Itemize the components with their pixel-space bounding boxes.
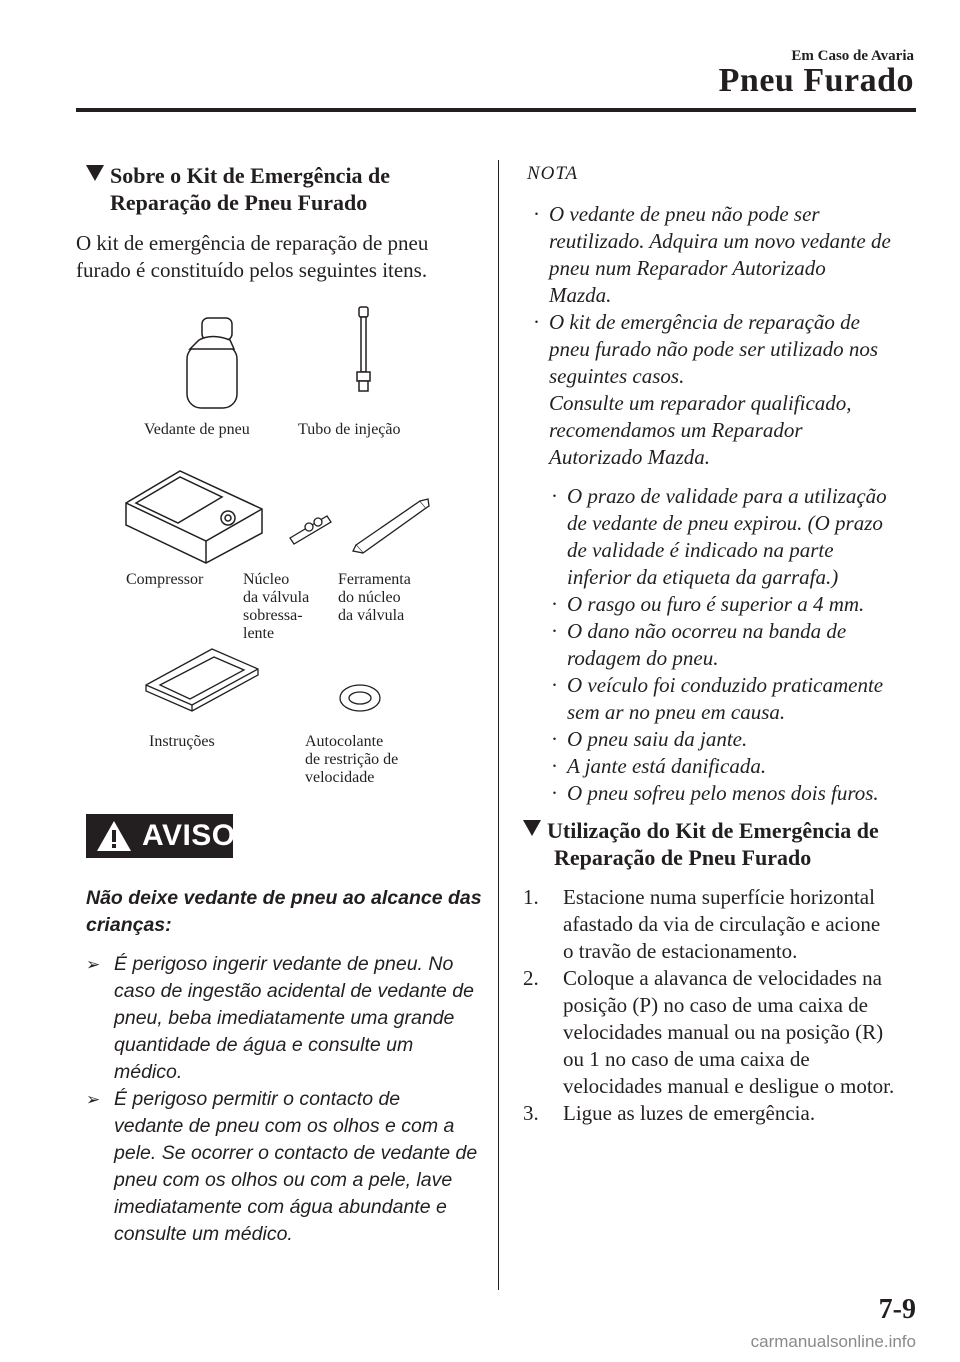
header-rule	[76, 108, 916, 112]
caption-tube: Tubo de injeção	[298, 421, 401, 438]
note-bullets	[523, 201, 923, 471]
caption-valve-core: Núcleo da válvula sobressa- lente	[243, 571, 310, 642]
arrow-bullet-icon: ➢	[86, 955, 101, 974]
instructions-booklet-icon	[146, 649, 258, 711]
note-sub-bullet: · A jante está danificada.	[551, 754, 767, 778]
sealant-bottle-icon	[187, 318, 237, 408]
step-item: 1. Estacione numa superfície horizontal afastado da via de circulação e acione o travão de estacionamento.	[523, 885, 881, 963]
section-title-usage: Utilização do Kit de Emergência de Reparação de Pneu Furado	[523, 817, 879, 871]
speed-sticker-icon	[340, 685, 380, 711]
note-bullet: · O kit de emergência de reparação de pneu furado não pode ser utilizado nos seguintes casos. Consulte um reparador qualificado, recomendamos um Reparador Autorizado Mazda.	[533, 310, 878, 469]
note-sub-bullet: · O rasgo ou furo é superior a 4 mm.	[551, 592, 865, 616]
warning-heading: Não deixe vedante de pneu ao alcance das crianças:	[86, 887, 482, 936]
section-title-kit: Sobre o Kit de Emergência de Reparação de Pneu Furado	[86, 162, 390, 216]
note-bullet: · O vedante de pneu não pode ser reutilizado. Adquira um novo vedante de pneu num Reparador Autorizado Mazda.	[533, 202, 891, 307]
note-sub-bullet: · O pneu saiu da jante.	[551, 727, 748, 751]
note-heading: NOTA	[527, 163, 579, 184]
step-item: 3. Ligue as luzes de emergência.	[523, 1101, 816, 1125]
note-sub-bullet: · O veículo foi conduzido praticamente sem ar no pneu em causa.	[551, 673, 884, 724]
warning-text	[86, 885, 486, 1248]
usage-steps	[523, 884, 923, 1127]
caption-compressor: Compressor	[126, 571, 204, 588]
note-sub-bullet: · O prazo de validade para a utilização de vedante de pneu expirou. (O prazo de validade é indicado na parte inferior da etiqueta da garrafa.)	[551, 484, 887, 589]
warning-item: ➢ É perigoso ingerir vedante de pneu. No caso de ingestão acidental de vedante de pneu, beba imediatamente uma grande quantidade de água e consulte um médico.	[86, 953, 474, 1083]
warning-triangle-icon	[96, 819, 132, 853]
intro-paragraph: O kit de emergência de reparação de pneu furado é constituído pelos seguintes itens.	[76, 231, 429, 282]
page-number: 7-9	[878, 1294, 916, 1325]
caption-sealant: Vedante de pneu	[144, 421, 250, 438]
page-title: Pneu Furado	[718, 62, 914, 99]
triangle-marker-icon	[523, 820, 541, 836]
step-item: 2. Coloque a alavanca de velocidades na posição (P) no caso de uma caixa de velocidades manual ou na posição (R) ou 1 no caso de uma caixa de velocidades manual e desligue o motor.	[523, 966, 895, 1098]
compressor-icon	[126, 471, 262, 563]
column-divider	[498, 160, 499, 1290]
caption-instructions: Instruções	[149, 733, 215, 750]
note-sub-bullet: · O pneu sofreu pelo menos dois furos.	[551, 781, 879, 805]
valve-core-icon	[290, 516, 331, 544]
valve-tool-icon	[353, 499, 429, 553]
note-sub-bullet: · O dano não ocorreu na banda de rodagem do pneu.	[551, 619, 847, 670]
triangle-marker-icon	[86, 165, 104, 181]
warning-badge: AVISO	[86, 814, 233, 858]
chapter-label: Em Caso de Avaria	[791, 48, 914, 64]
injection-tube-icon	[357, 307, 370, 391]
caption-sticker: Autocolante de restrição de velocidade	[305, 733, 399, 786]
note-sub-bullets	[541, 483, 921, 807]
arrow-bullet-icon: ➢	[86, 1090, 101, 1109]
caption-valve-tool: Ferramenta do núcleo da válvula	[338, 571, 411, 624]
watermark: carmanualsonline.info	[750, 1332, 916, 1351]
warning-item: ➢ É perigoso permitir o contacto de vedante de pneu com os olhos e com a pele. Se ocorrer o contacto de vedante de pneu com os olhos ou com a pele, lave imediatamente com água abundante e consulte um médico.	[86, 1088, 478, 1245]
